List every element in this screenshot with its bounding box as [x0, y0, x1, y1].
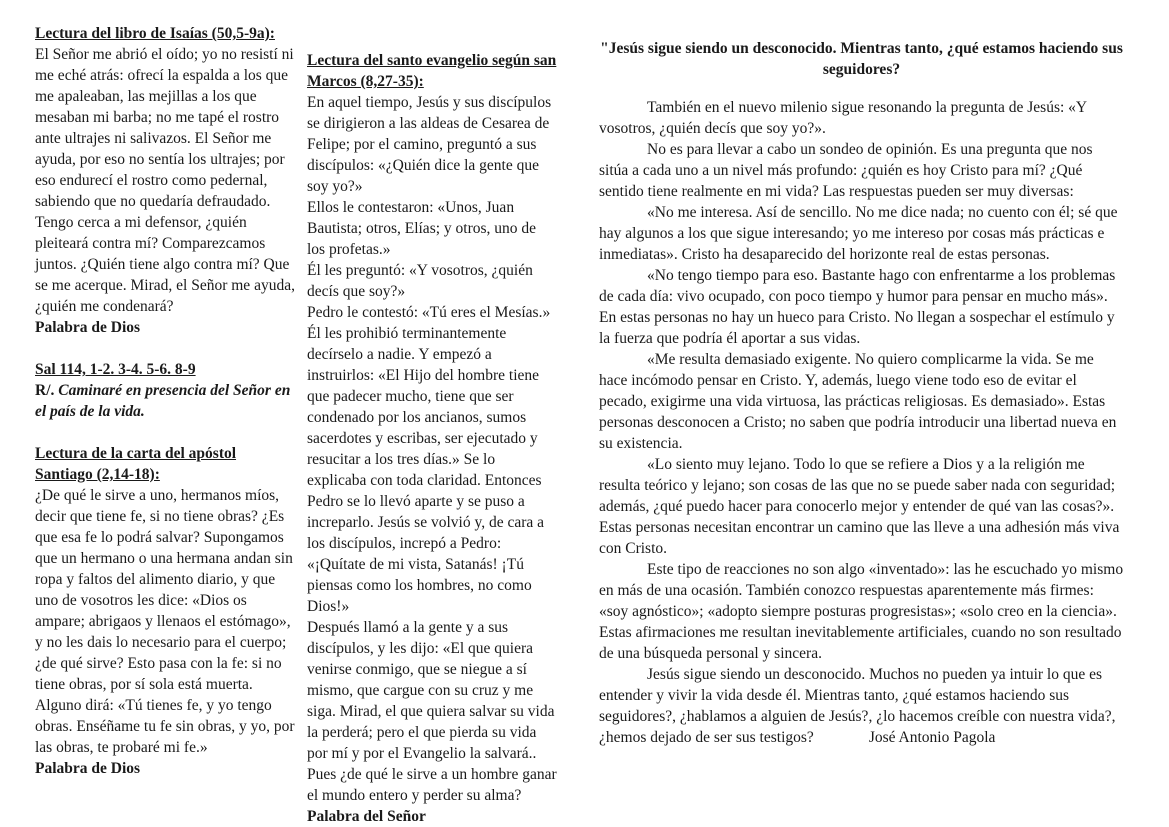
- commentary-paragraph-6: «Lo siento muy lejano. Todo lo que se refiere a Dios y a la religión me resulta teórico y lejano; son cosas de las que no se puede saber nada con seguridad; además, ¿qué puedo hacer para conocerlo mejor y entender de qué van las cosas?». Estas personas necesitan encontrar un camino que las lleve a una adhesión más viva con Cristo.: [599, 456, 1120, 557]
- commentary-paragraph-3: «No me interesa. Así de sencillo. No me dice nada; no cuento con él; sé que hay algunos a los que sigue interesando; yo me intereso por cosas más prácticas e inmediatas». Cristo ha desaparecido del horizonte real de estas personas.: [599, 204, 1118, 263]
- commentary-title: "Jesús sigue siendo un desconocido. Mientras tanto, ¿qué estamos haciendo sus seguidores?: [600, 40, 1123, 78]
- james-reading-text: ¿De qué le sirve a uno, hermanos míos, decir que tiene fe, si no tiene obras? ¿Es que esa fe lo podrá salvar? Supongamos que un hermano o una hermana andan sin ropa y faltos del alimento diario, y que uno de vosotros les dice: «Dios os ampare; abrigaos y llenaos el estómago», y no les dais lo necesario para el cuerpo; ¿de qué sirve? Esto pasa con la fe: si no tiene obras, por sí sola está muerta. Alguno dirá: «Tú tienes fe, y yo tengo obras. Enséñame tu fe sin obras, y yo, por las obras, te probaré mi fe.»: [35, 487, 295, 756]
- gospel-paragraph-6-text: Después llamó a la gente y a sus discípulos, y les dijo: «El que quiera venirse conmigo, que se niegue a sí mismo, que cargue con su cruz y me siga. Mirad, el que quiera salvar su vida la perderá; pero el que pierda su vida por mí y por el Evangelio la salvará.. Pues ¿de qué le sirve a un hombre ganar el mundo entero y perder su alma?: [307, 619, 557, 804]
- psalm-title: Sal 114, 1-2. 3-4. 5-6. 8-9: [35, 361, 196, 378]
- commentary-column: [599, 38, 1124, 748]
- isaiah-reading-title: Lectura del libro de Isaías (50,5-9a):: [35, 25, 275, 42]
- gospel-paragraph-4: Pedro le contestó: «Tú eres el Mesías.»: [307, 304, 551, 321]
- psalm-response: [35, 380, 297, 422]
- gospel-paragraph-5: Él les prohibió terminantemente decírselo a nadie. Y empezó a instruirlos: «El Hijo del hombre tiene que padecer mucho, tiene que ser condenado por los ancianos, sumos sacerdotes y escribas, ser ejecutado y resucitar a los tres días.» Se lo explicaba con toda claridad. Entonces Pedro se lo llevó aparte y se puso a increparlo. Jesús se volvió y, de cara a los discípulos, increpó a Pedro: «¡Quítate de mi vista, Satanás! ¡Tú piensas como los hombres, no como Dios!»: [307, 325, 545, 615]
- gospel-title: Lectura del santo evangelio según san Marcos (8,27-35):: [307, 52, 557, 90]
- gospel-closing: Palabra del Señor: [307, 808, 426, 825]
- author-signature: José Antonio Pagola: [868, 729, 996, 746]
- isaiah-reading-closing: Palabra de Dios: [35, 319, 141, 336]
- readings-column-1: [35, 23, 297, 779]
- commentary-paragraph-7: Este tipo de reacciones no son algo «inventado»: las he escuchado yo mismo en más de una ocasión. También conozco respuestas aparentemente más firmes: «soy agnóstico»; «adopto siempre posturas progresistas»; «solo creo en la ciencia». Estas afirmaciones me resultan inevitablemente artificiales, cuando no son resultado de una búsqueda personal y sincera.: [599, 561, 1124, 662]
- gospel-paragraph-6: [307, 617, 557, 827]
- commentary-paragraph-1: También en el nuevo milenio sigue resonando la pregunta de Jesús: «Y vosotros, ¿quién decís que soy yo?».: [599, 99, 1087, 137]
- spacer: [35, 338, 297, 359]
- gospel-column: [307, 50, 557, 827]
- gospel-paragraph-1: En aquel tiempo, Jesús y sus discípulos se dirigieron a las aldeas de Cesarea de Felipe; por el camino, preguntó a sus discípulos: «¿Quién dice la gente que soy yo?»: [307, 94, 552, 195]
- commentary-paragraph-8: [599, 664, 1124, 748]
- commentary-paragraph-2: No es para llevar a cabo un sondeo de opinión. Es una pregunta que nos sitúa a cada uno a un nivel más profundo: ¿quién es hoy Cristo para mí? ¿Qué sentido tiene realmente en mi vida? Las respuestas pueden ser muy diversas:: [599, 141, 1093, 200]
- gospel-paragraph-2: Ellos le contestaron: «Unos, Juan Bautista; otros, Elías; y otros, uno de los profetas.»: [307, 199, 537, 258]
- gospel-paragraph-3: Él les preguntó: «Y vosotros, ¿quién decís que soy?»: [307, 262, 533, 300]
- commentary-paragraph-8-text: Jesús sigue siendo un desconocido. Muchos no pueden ya intuir lo que es entender y vivir la vida desde él. Mientras tanto, ¿qué estamos haciendo sus seguidores?, ¿hablamos a alguien de Jesús?, ¿lo hacemos creíble con nuestra vida?, ¿hemos dejado de ser sus testigos?: [599, 666, 1116, 746]
- spacer: [35, 422, 297, 443]
- james-reading-closing: Palabra de Dios: [35, 760, 141, 777]
- isaiah-reading-text: El Señor me abrió el oído; yo no resistí ni me eché atrás: ofrecí la espalda a los que me apaleaban, las mejillas a los que mesaban mi barba; no me tapé el rostro ante ultrajes ni salivazos. El Señor me ayuda, por eso no sentía los ultrajes; por eso endurecí el rostro como pedernal, sabiendo que no quedaría defraudado. Tengo cerca a mi defensor, ¿quién pleiteará contra mí? Comparezcamos juntos. ¿Quién tiene algo contra mí? Que se me acerque. Mirad, el Señor me ayuda, ¿quién me condenará?: [35, 46, 295, 315]
- commentary-paragraph-5: «Me resulta demasiado exigente. No quiero complicarme la vida. Se me hace incómodo pensar en Cristo. Y, además, luego viene todo eso de evitar el pecado, exigirme una vida virtuosa, las prácticas religiosas. Es demasiado». Estas personas desconocen a Cristo; no saben que podría introducir una libertad nueva en su existencia.: [599, 351, 1117, 452]
- james-reading-title: Lectura de la carta del apóstol Santiago (2,14-18):: [35, 445, 237, 483]
- psalm-response-text: Caminaré en presencia del Señor en el país de la vida.: [35, 382, 291, 420]
- commentary-paragraph-4: «No tengo tiempo para eso. Bastante hago con enfrentarme a los problemas de cada día: vivo ocupado, con poco tiempo y humor para pensar en mucho más». En estas personas no hay un hueco para Cristo. No llegan a sospechar el estímulo y la fuerza que podría él aportar a sus vidas.: [599, 267, 1116, 347]
- psalm-response-prefix: R/.: [35, 382, 55, 399]
